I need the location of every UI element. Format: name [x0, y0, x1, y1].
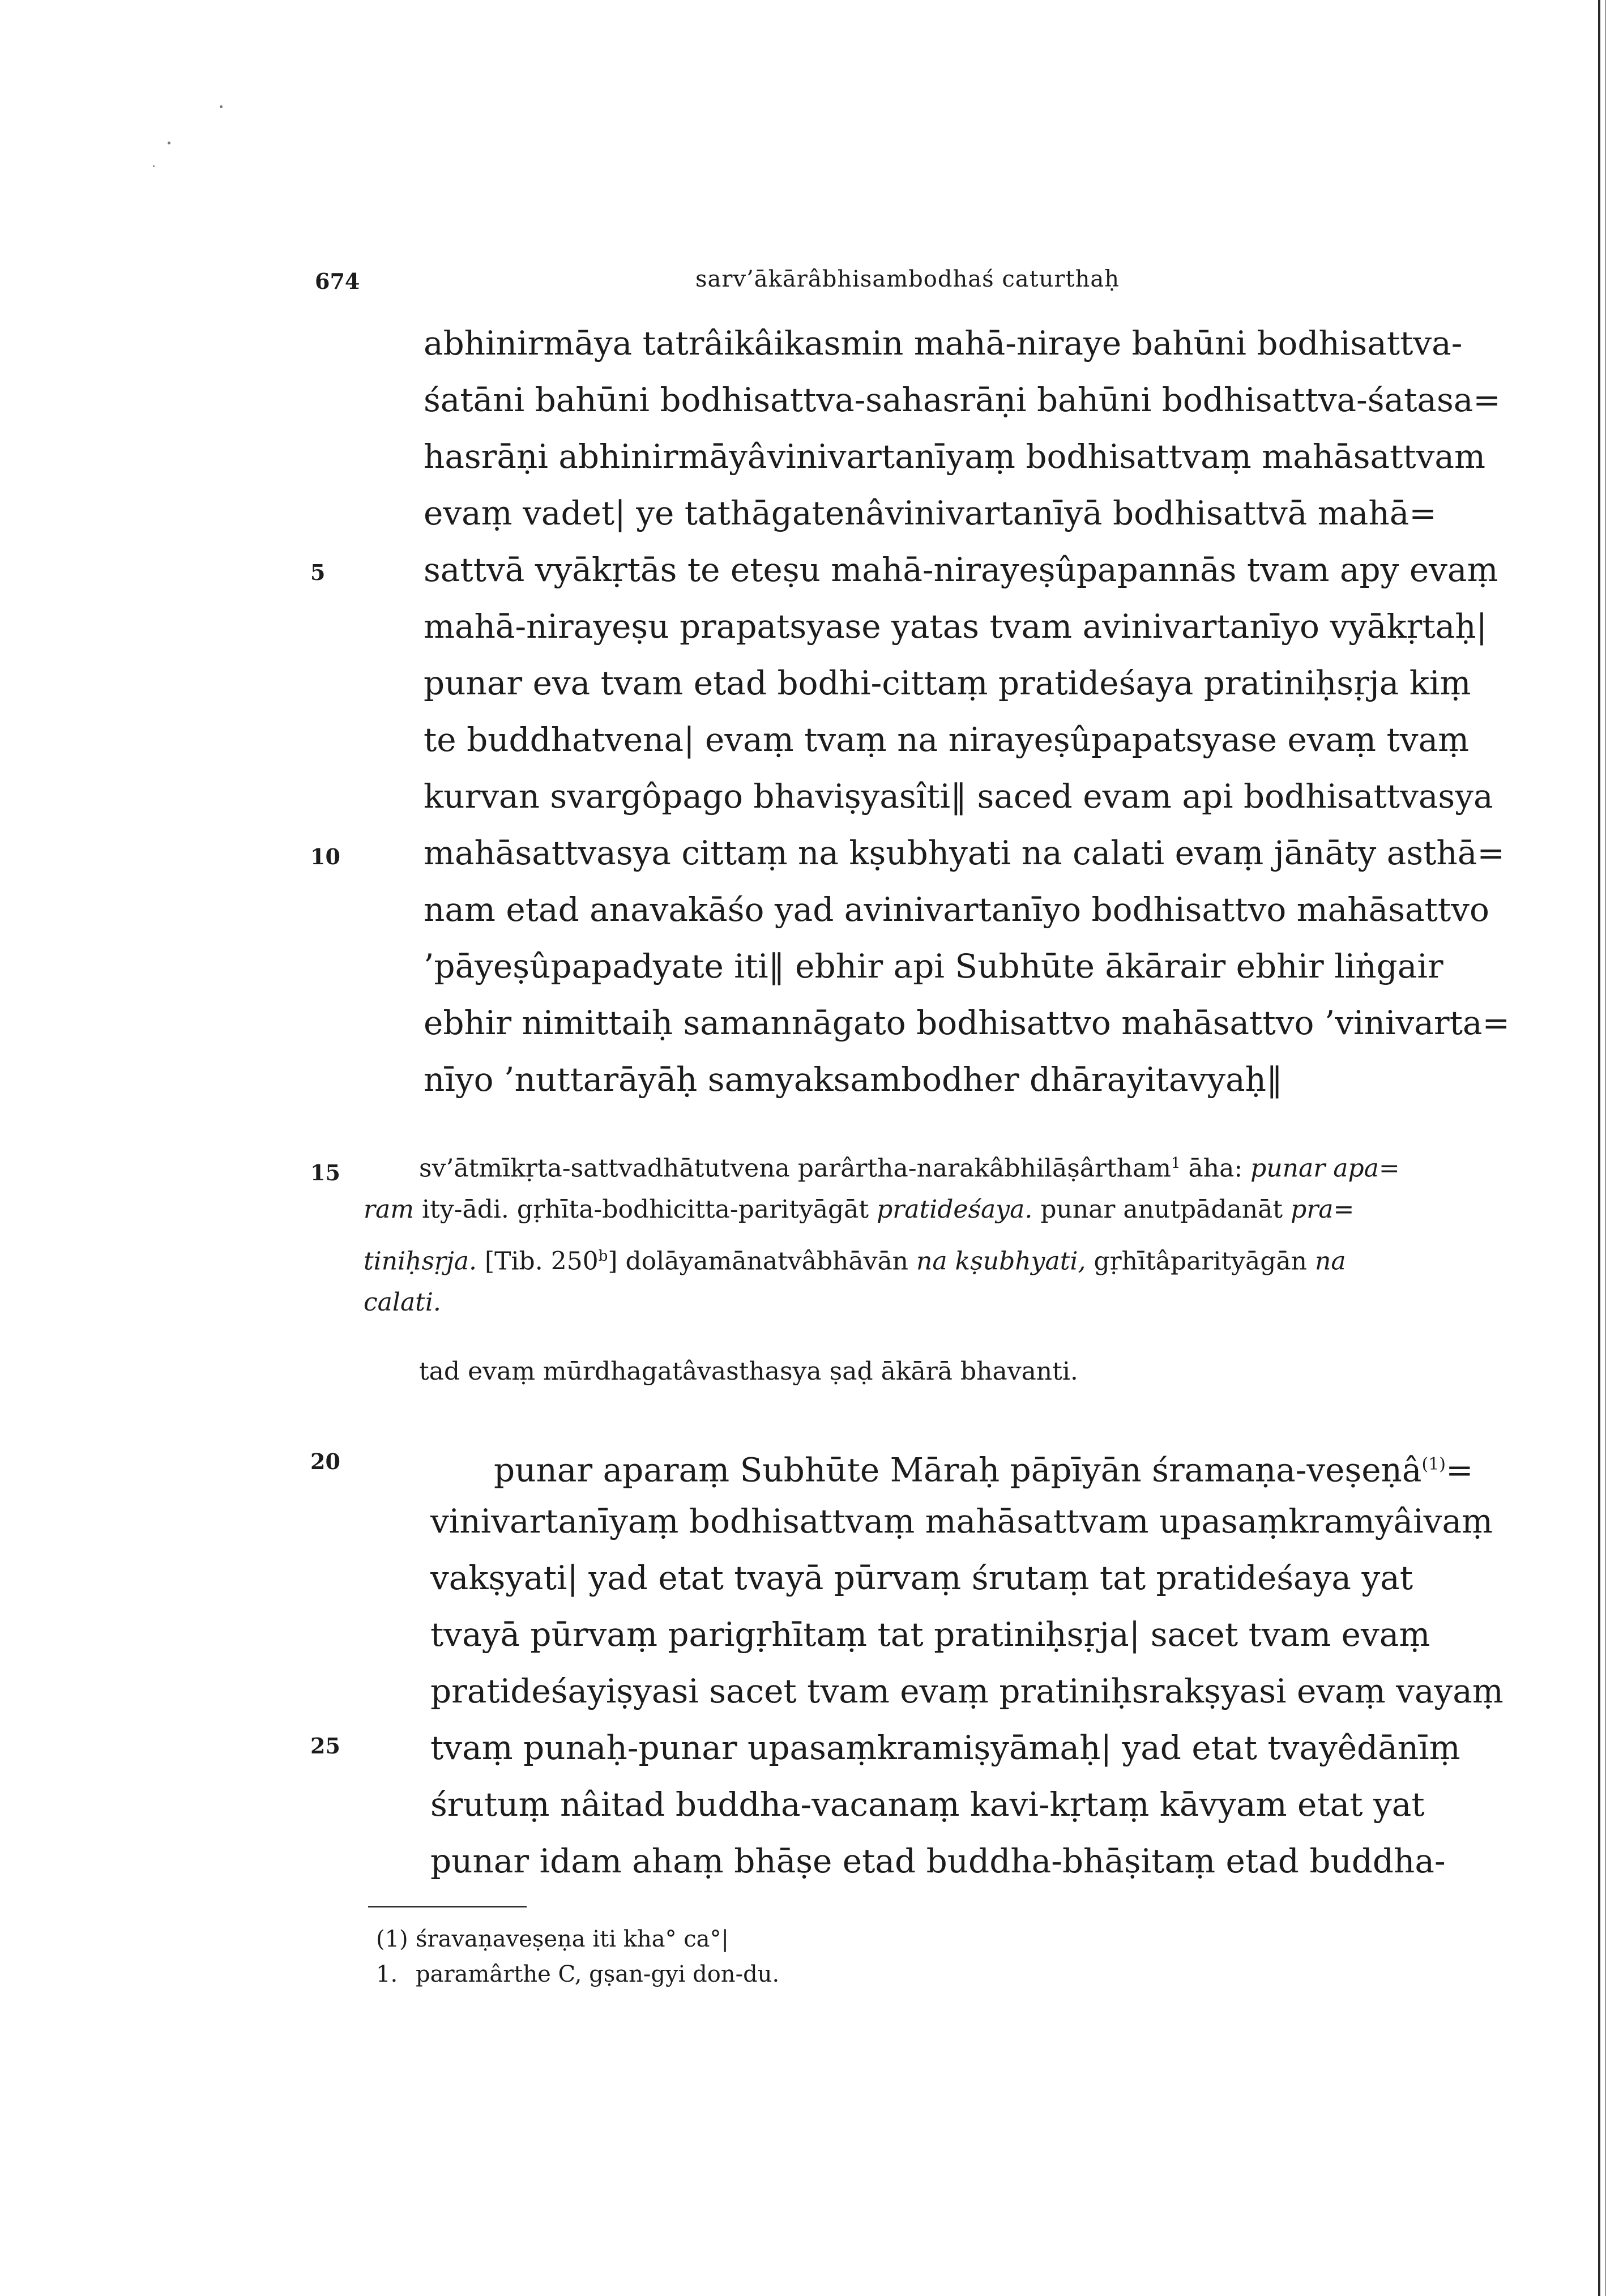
- text-line: tvaṃ punaḥ-punar upasaṃkramiṣyāmaḥ| yad etat tvayêdānīṃ: [430, 1729, 1460, 1767]
- commentary-line: tiniḥsṛja. [Tib. 250$^b$] dolāyamānatvâbhāvān na kṣubhyati, gṛhītâparityāgān na: [364, 1247, 1346, 1276]
- line-number: 10: [310, 844, 340, 869]
- scan-edge: [1598, 0, 1600, 2296]
- text-line: hasrāṇi abhinirmāyâvinivartanīyaṃ bodhisattvaṃ mahāsattvam: [424, 437, 1486, 476]
- footnote: (1) śravaṇaveṣeṇa iti kha° ca°|: [376, 1926, 729, 1952]
- text-line: vinivartanīyaṃ bodhisattvaṃ mahāsattvam upasaṃkramyâivaṃ: [430, 1502, 1493, 1540]
- text-line: punar aparaṃ Subhūte Māraḥ pāpīyān śramaṇa-veṣeṇâ$^{(1)}$=: [494, 1450, 1473, 1490]
- text-line: evaṃ vadet| ye tathāgatenâvinivartanīyā bodhisattvā mahā=: [424, 494, 1437, 532]
- commentary-line: ram ity-ādi. gṛhīta-bodhicitta-parityāgāt pratideśaya. punar anutpādanāt pra=: [364, 1195, 1355, 1224]
- footnote: 1. paramârthe C, gṣan-gyi don-du.: [376, 1961, 780, 1987]
- text-line: punar idam ahaṃ bhāṣe etad buddha-bhāṣitaṃ etad buddha-: [430, 1842, 1446, 1880]
- line-number: 25: [310, 1733, 340, 1759]
- commentary-line: tad evaṃ mūrdhagatâvasthasya ṣaḍ ākārā bhavanti.: [419, 1357, 1078, 1386]
- page-number: 674: [315, 268, 360, 294]
- text-line: te buddhatvena| evaṃ tvaṃ na nirayeṣûpapatsyase evaṃ tvaṃ: [424, 720, 1470, 759]
- footnote-rule: [368, 1906, 527, 1907]
- scan-speck: [153, 165, 155, 167]
- line-number: 5: [310, 560, 326, 585]
- scan-edge-shadow: [1605, 0, 1606, 2296]
- text-line: nīyo ’nuttarāyāḥ samyaksambodher dhārayitavyaḥ‖: [424, 1060, 1283, 1099]
- text-line: mahāsattvasya cittaṃ na kṣubhyati na calati evaṃ jānāty asthā=: [424, 834, 1505, 872]
- text-line: pratideśayiṣyasi sacet tvam evaṃ pratiniḥsrakṣyasi evaṃ vayaṃ: [430, 1672, 1504, 1710]
- text-line: kurvan svargôpago bhaviṣyasîti‖ saced evam api bodhisattvasya: [424, 777, 1493, 816]
- text-line: mahā-nirayeṣu prapatsyase yatas tvam avinivartanīyo vyākṛtaḥ|: [424, 607, 1488, 646]
- text-line: abhinirmāya tatrâikâikasmin mahā-niraye bahūni bodhisattva-: [424, 324, 1463, 362]
- text-line: tvayā pūrvaṃ parigṛhītaṃ tat pratiniḥsṛja| sacet tvam evaṃ: [430, 1615, 1430, 1654]
- running-title: sarv’ākārâbhisambodhaś caturthaḥ: [695, 266, 1120, 292]
- commentary-line: calati.: [364, 1288, 441, 1317]
- line-number: 15: [310, 1160, 340, 1185]
- commentary-line: sv’ātmīkṛta-sattvadhātutvena parârtha-narakâbhilāṣârtham$^1$ āha: punar apa=: [419, 1154, 1400, 1183]
- text-line: vakṣyati| yad etat tvayā pūrvaṃ śrutaṃ tat pratideśaya yat: [430, 1559, 1413, 1597]
- scan-speck: [168, 142, 170, 144]
- line-number: 20: [310, 1449, 340, 1474]
- text-line: ebhir nimittaiḥ samannāgato bodhisattvo mahāsattvo ’vinivarta=: [424, 1004, 1510, 1042]
- text-line: śrutuṃ nâitad buddha-vacanaṃ kavi-kṛtaṃ kāvyam etat yat: [430, 1785, 1425, 1824]
- scan-speck: [220, 105, 223, 108]
- text-line: punar eva tvam etad bodhi-cittaṃ pratideśaya pratiniḥsṛja kiṃ: [424, 664, 1471, 702]
- text-line: nam etad anavakāśo yad avinivartanīyo bodhisattvo mahāsattvo: [424, 890, 1489, 929]
- text-line: śatāni bahūni bodhisattva-sahasrāṇi bahūni bodhisattva-śatasa=: [424, 381, 1501, 419]
- text-line: sattvā vyākṛtās te eteṣu mahā-nirayeṣûpapannās tvam apy evaṃ: [424, 550, 1498, 589]
- text-line: ’pāyeṣûpapadyate iti‖ ebhir api Subhūte ākārair ebhir liṅgair: [424, 947, 1443, 985]
